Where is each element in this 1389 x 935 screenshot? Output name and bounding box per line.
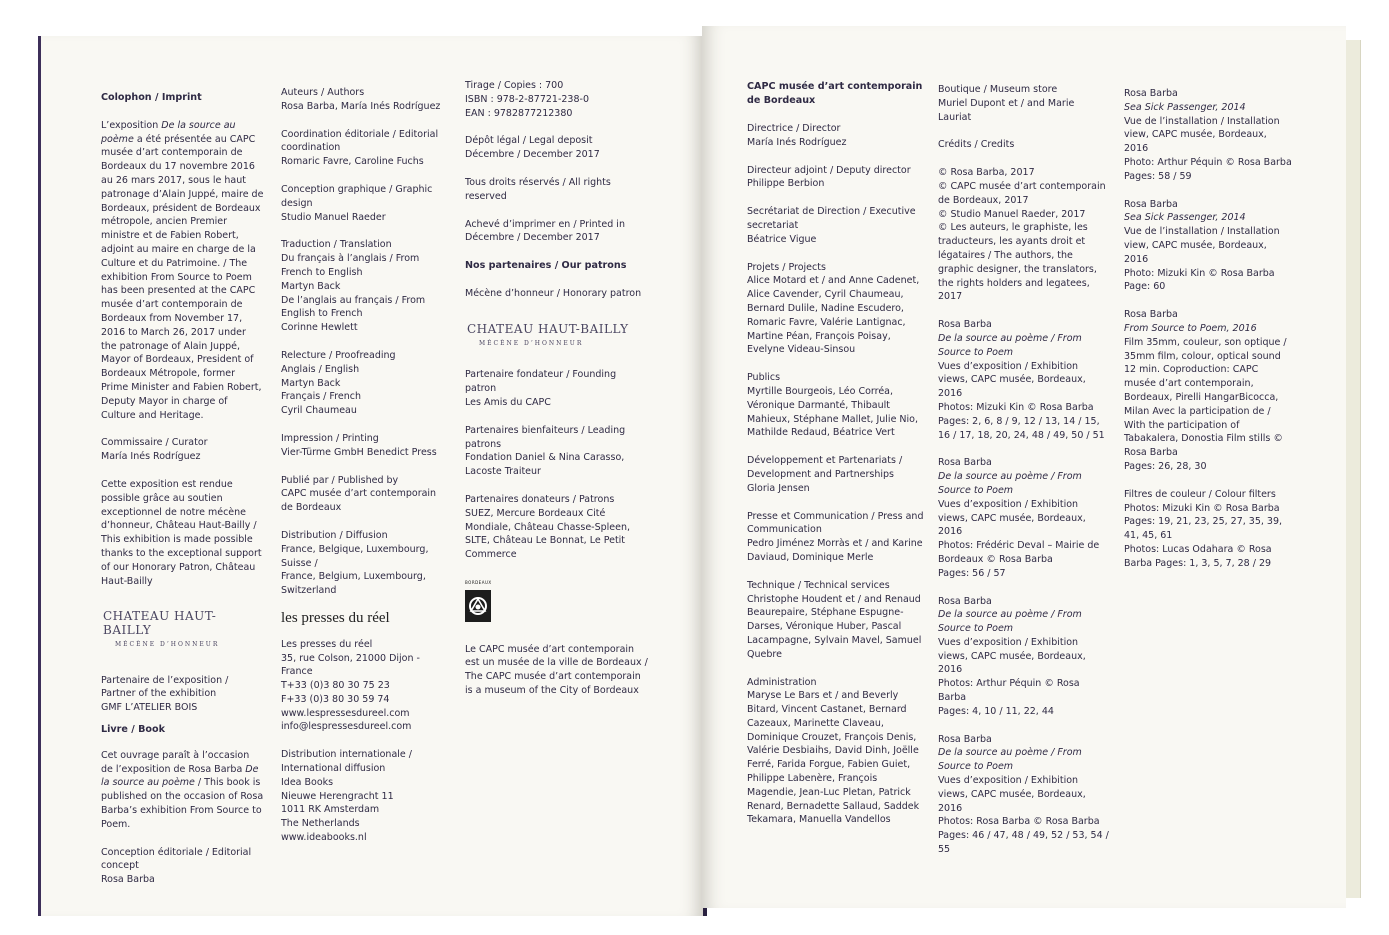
ideabooks-website-link: www.ideabooks.nl — [281, 832, 367, 844]
curator-credit: Commissaire / Curator María Inés Rodríguez — [101, 437, 208, 463]
publisher-address: Les presses du réel 35, rue Colson, 21000 Dijon - France T+33 (0)3 80 30 75 23 F+33 (0)3 80 30 59 74 www.lespressesdureel.com info@lespressesdureel.com — [281, 638, 420, 733]
colophon-heading: Colophon / Imprint — [101, 92, 202, 103]
print-run-info: Tirage / Copies : 700 ISBN : 978-2-87721-238-0 EAN : 9782877212380 — [465, 80, 589, 119]
honorary-patron-label: Mécène d’honneur / Honorary patron — [465, 287, 642, 299]
proofreading-credit: Relecture / Proofreading Anglais / English Martyn Back Français / French Cyril Chaumeau — [281, 349, 396, 417]
left-column-2 — [281, 86, 446, 859]
director-credit: Directrice / Director María Inés Rodríguez — [747, 123, 847, 148]
administration-credit: Administration Maryse Le Bars et / and Beverly Bitard, Vincent Castanet, Bernard Cazeaux, Marinette Claveau, Dominique Crouzet, François Denis, Valérie Desbiaihs, David Dinh, Joëlle Ferré, Farida Forgue, Fabien Guiet, Philippe Labenère, François Magendie, Jean-Luc Pletan, Patrick Renard, Bernadette Sallaud, Saddek Tekamara, Manuella Vandellos — [747, 676, 920, 826]
museum-statement: Le CAPC musée d’art contemporain est un musée de la ville de Bordeaux / The CAPC musée d’art contemporain is a museum of the City of Bordeaux — [465, 643, 648, 696]
artwork-credit-3: Rosa Barba From Source to Poem, 2016 Film 35mm, couleur, son optique / 35mm film, colour, optical sound 12 min. Coproduction: CAPC musée d’art contemporain, Bordeaux, Pirelli HangarBicocca, Milan Avec la participation de / With the participation of Tabakalera, Donostia Film stills © Rosa Barba Pages: 26, 28, 30 — [1124, 309, 1287, 472]
bordeaux-emblem-icon — [465, 590, 491, 622]
legal-deposit: Dépôt légal / Legal deposit Décembre / December 2017 — [465, 135, 600, 161]
donor-patrons: Partenaires donateurs / Patrons SUEZ, Mercure Bordeaux Cité Mondiale, Château Chasse-Spleen, SLTE, Château Le Bonnat, Le Petit Commerce — [465, 493, 631, 561]
copyright-list: © Rosa Barba, 2017 © CAPC musée d’art contemporain de Bordeaux, 2017 © Studio Manuel Raeder, 2017 © Les auteurs, le graphiste, les traducteurs, les ayants droit et légataires / The authors, the graphic designer, the translators, the rights holders and legatees, 2017 — [938, 167, 1106, 303]
partners-heading: Nos partenaires / Our patrons — [465, 260, 627, 272]
rights-reserved: Tous droits réservés / All rights reserved — [465, 176, 611, 202]
authors-credit: Auteurs / Authors Rosa Barba, María Inés Rodríguez — [281, 87, 441, 112]
artwork-credit-1: Rosa Barba Sea Sick Passenger, 2014 Vue de l’installation / Installation view, CAPC musée, Bordeaux, 2016 Photo: Arthur Péquin © Rosa Barba Pages: 58 / 59 — [1124, 88, 1292, 182]
right-column-3 — [1124, 87, 1292, 585]
deputy-director-credit: Directeur adjoint / Deputy director Philippe Berbion — [747, 164, 911, 190]
publisher-email: info@lespressesdureel.com — [281, 721, 412, 733]
artwork-credit-2: Rosa Barba Sea Sick Passenger, 2014 Vue de l’installation / Installation view, CAPC musée, Bordeaux, 2016 Photo: Mizuki Kin © Rosa Barba Page: 60 — [1124, 198, 1280, 293]
distribution-credit: Distribution / Diffusion France, Belgique, Luxembourg, Suisse / France, Belgium, Luxembourg, Switzerland — [281, 529, 429, 597]
book-intro: Cet ouvrage paraît à l’occasion de l’exposition de Rosa Barba De la source au poème / This book is published on the occasion of Rosa Barba’s exhibition From Source to Poem. — [101, 749, 264, 830]
secretariat-credit: Secrétariat de Direction / Executive secretariat Béatrice Vigue — [747, 206, 916, 245]
chateau-haut-bailly-logo-2: CHATEAU HAUT-BAILLY MÉCÈNE D’HONNEUR — [467, 321, 629, 347]
printing-credit: Impression / Printing Vier-Türme GmbH Benedict Press — [281, 432, 437, 458]
colour-filters-credit: Filtres de couleur / Colour filters Photos: Mizuki Kin © Rosa Barba Pages: 19, 21, 23, 25, 27, 35, 39, 41, 45, 61 Photos: Lucas Odahara © Rosa Barba Pages: 1, 3, 5, 7, 28 / 29 — [1124, 488, 1283, 569]
development-credit: Développement et Partenariats / Development and Partnerships Gloria Jensen — [747, 455, 903, 494]
left-column-1 — [101, 91, 264, 901]
leading-patrons: Partenaires bienfaiteurs / Leading patrons Fondation Daniel & Nina Carasso, Lacoste Traiteur — [465, 424, 626, 478]
printed-date: Achevé d’imprimer en / Printed in Décembre / December 2017 — [465, 218, 625, 244]
left-column-3 — [465, 79, 650, 712]
les-presses-du-reel-logo: les presses du réel — [281, 609, 390, 626]
technical-credit: Technique / Technical services Christophe Houdent et / and Renaud Beaurepaire, Stéphane Espugne-Darses, Véronique Huber, Pascal Lacampagne, Sylvain Mavel, Samuel Quebre — [747, 579, 922, 660]
press-credit: Presse et Communication / Press and Communication Pedro Jiménez Morràs et / and Karine Daviaud, Dominique Merle — [747, 510, 924, 563]
chateau-haut-bailly-logo: CHATEAU HAUT-BAILLY MÉCÈNE D’HONNEUR — [103, 609, 220, 648]
capc-heading: CAPC musée d’art contemporain de Bordeaux — [747, 81, 923, 106]
credits-heading: Crédits / Credits — [938, 139, 1015, 151]
founding-patron: Partenaire fondateur / Founding patron Les Amis du CAPC — [465, 369, 617, 408]
photo-credit-block-4: Rosa Barba De la source au poème / From Source to Poem Vues d’exposition / Exhibition views, CAPC musée, Bordeaux, 2016 Photos: Rosa Barba © Rosa Barba Pages: 46 / 47, 48 / 49, 52 / 53, 54 / 55 — [938, 733, 1109, 856]
photo-credit-block-3: Rosa Barba De la source au poème / From Source to Poem Vues d’exposition / Exhibition views, CAPC musée, Bordeaux, 2016 Photos: Arthur Péquin © Rosa Barba Pages: 4, 10 / 11, 22, 44 — [938, 595, 1086, 717]
left-page — [38, 36, 707, 916]
museum-store-credit: Boutique / Museum store Muriel Dupont et / and Marie Lauriat — [938, 84, 1075, 123]
support-text: Cette exposition est rendue possible grâce au soutien exceptionnel de notre mécène d’honneur, Château Haut-Bailly / This exhibition is made possible thanks to the exceptional support of our Honorary Patron, Château Haut-Bailly — [101, 478, 262, 587]
design-credit: Conception graphique / Graphic design Studio Manuel Raeder — [281, 183, 433, 223]
page-edge — [1346, 40, 1361, 898]
right-column-2 — [938, 83, 1110, 871]
right-page — [702, 26, 1346, 908]
exhibition-partner: Partenaire de l’exposition / Partner of the exhibition GMF L’ATELIER BOIS — [101, 674, 229, 714]
international-distribution: Distribution internationale / International diffusion Idea Books Nieuwe Herengracht 11 1011 RK Amsterdam The Netherlands www.ideabooks.nl — [281, 749, 412, 844]
publics-credit: Publics Myrtille Bourgeois, Léo Corréa, Véronique Darmanté, Thibault Mahieux, Stéphane Mallet, Julie Nio, Mathilde Redaud, Béatrice Vert — [747, 372, 919, 439]
editorial-concept: Conception éditoriale / Editorial concept Rosa Barba — [101, 846, 252, 886]
bordeaux-city-logo: BORDEAUX — [465, 576, 650, 627]
right-column-1 — [747, 80, 927, 841]
publisher-website-link: www.lespressesdureel.com — [281, 707, 410, 719]
photo-credit-block-1: Rosa Barba De la source au poème / From Source to Poem Vues d’exposition / Exhibition views, CAPC musée, Bordeaux, 2016 Photos: Mizuki Kin © Rosa Barba Pages: 2, 6, 8 / 9, 12 / 13, 14 / 15, 16 / 17, 18, 20, 24, 48 / 49, 50 / 51 — [938, 319, 1105, 441]
exhibition-intro: L’exposition De la source au poème a été présentée au CAPC musée d’art contemporain de Bordeaux du 17 novembre 2016 au 26 mars 2017, sous le haut patronage d’Alain Juppé, maire de Bordeaux, président de Bordeaux métropole, ancien Premier ministre et de Fabien Robert, adjoint au maire en charge de la Culture et du Patrimoine. / The exhibition From Source to Poem has been presented at the CAPC musée d’art contemporain de Bordeaux from November 17, 2016 to March 26, 2017 under the patronage of Alain Juppé, Mayor of Bordeaux, President of Bordeaux Métropole, former Prime Minister and Fabien Robert, Deputy Mayor in charge of Culture and Heritage. — [101, 119, 264, 421]
photo-credit-block-2: Rosa Barba De la source au poème / From Source to Poem Vues d’exposition / Exhibition views, CAPC musée, Bordeaux, 2016 Photos: Frédéric Deval – Mairie de Bordeaux © Rosa Barba Pages: 56 / 57 — [938, 457, 1100, 579]
coordination-credit: Coordination éditoriale / Editorial coordination Romaric Favre, Caroline Fuchs — [281, 128, 439, 168]
translation-credit: Traduction / Translation Du français à l’anglais / From French to English Martyn Back De l’anglais au français / From English to French Corinne Hewlett — [281, 239, 426, 334]
publisher-credit: Publié par / Published by CAPC musée d’art contemporain de Bordeaux — [281, 474, 437, 514]
projects-credit: Projets / Projects Alice Motard et / and Anne Cadenet, Alice Cavender, Cyril Chaumeau, Bernard Dulile, Nadine Escudero, Romaric Favre, Valérie Lantignac, Martine Péan, François Poisay, Evelyne Videau-Sinsou — [747, 261, 920, 356]
book-heading: Livre / Book — [101, 724, 165, 736]
